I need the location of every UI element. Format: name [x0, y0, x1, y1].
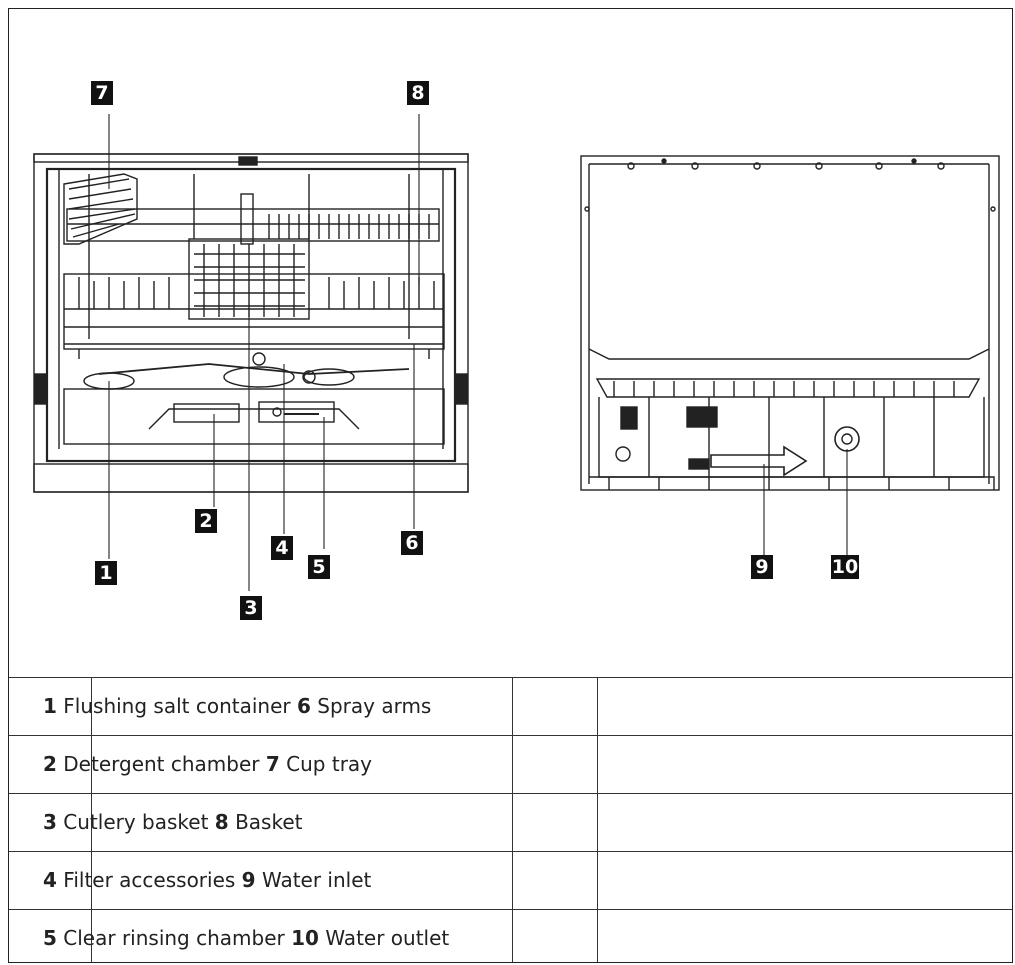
legend-entry: 5 Clear rinsing chamber 10 Water outlet — [43, 926, 450, 950]
dishwasher-diagram — [9, 9, 1013, 677]
table-row — [9, 678, 1012, 736]
table-row — [9, 852, 1012, 910]
legend-entry: 2 Detergent chamber 7 Cup tray — [43, 752, 373, 776]
front-view — [34, 114, 468, 591]
table-row — [9, 794, 1012, 852]
callout-6: 6 — [401, 531, 423, 555]
rear-screws — [585, 159, 995, 211]
figure-frame — [8, 8, 1013, 963]
basket-grid — [194, 244, 305, 317]
rear-grill — [614, 381, 954, 397]
table-row — [9, 736, 1012, 794]
rear-view — [581, 156, 999, 557]
rear-leader-lines — [764, 449, 847, 557]
callout-4: 4 — [271, 536, 293, 560]
table-row — [9, 910, 1012, 964]
diagram-drawing — [9, 9, 1013, 677]
callout-9: 9 — [751, 555, 773, 579]
legend-entry: 3 Cutlery basket 8 Basket — [43, 810, 303, 834]
callout-10: 10 — [831, 556, 859, 578]
legend-entry: 4 Filter accessories 9 Water inlet — [43, 868, 372, 892]
callout-2: 2 — [195, 509, 217, 533]
callout-3: 3 — [240, 596, 262, 620]
upper-rack-tines — [269, 214, 429, 239]
callout-8: 8 — [407, 81, 429, 105]
legend-entry: 1 Flushing salt container 6 Spray arms — [43, 694, 432, 718]
callout-7: 7 — [91, 81, 113, 105]
callout-5: 5 — [308, 555, 330, 579]
legend-table — [9, 677, 1012, 963]
front-leader-lines — [109, 114, 419, 591]
rear-feet — [609, 477, 949, 490]
callout-1: 1 — [95, 561, 117, 585]
